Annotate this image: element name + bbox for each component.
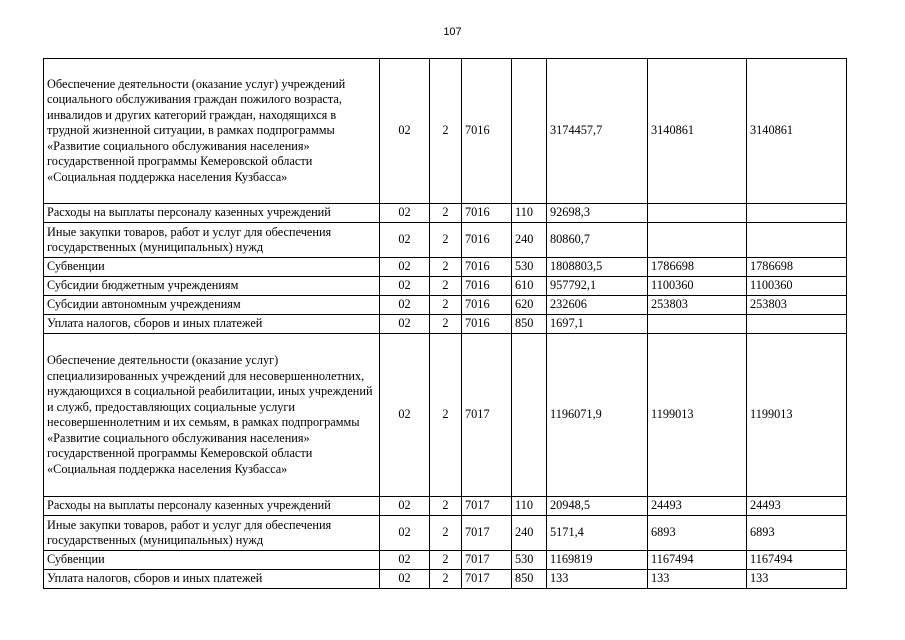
row-article-cell: 7016: [462, 223, 512, 258]
page-number: 107: [443, 26, 462, 38]
row-amount-year3-cell: 3140861: [747, 59, 847, 204]
row-section-cell: 02: [380, 497, 430, 516]
row-amount-year3-cell: 1786698: [747, 258, 847, 277]
row-amount-year1-cell: 232606: [547, 296, 648, 315]
row-section-cell: 02: [380, 516, 430, 551]
row-name-cell: Уплата налогов, сборов и иных платежей: [44, 570, 380, 589]
table-row: [44, 334, 847, 497]
table-row: [44, 223, 847, 258]
row-expense-type-cell: 240: [512, 516, 547, 551]
row-amount-year3-cell: 253803: [747, 296, 847, 315]
table-row: [44, 277, 847, 296]
row-article-cell: 7016: [462, 204, 512, 223]
row-amount-year1-cell: 3174457,7: [547, 59, 648, 204]
row-article-cell: 7017: [462, 551, 512, 570]
row-section-cell: 02: [380, 315, 430, 334]
row-expense-type-cell: 850: [512, 570, 547, 589]
row-name-cell: Субсидии бюджетным учреждениям: [44, 277, 380, 296]
row-amount-year2-cell: 1199013: [648, 334, 747, 497]
row-amount-year3-cell: 1167494: [747, 551, 847, 570]
row-article-cell: 7016: [462, 296, 512, 315]
row-article-cell: 7017: [462, 570, 512, 589]
row-section-cell: 02: [380, 551, 430, 570]
row-subsection-cell: 2: [430, 570, 462, 589]
row-amount-year3-cell: 1199013: [747, 334, 847, 497]
row-amount-year2-cell: [648, 204, 747, 223]
row-amount-year3-cell: [747, 315, 847, 334]
row-subsection-cell: 2: [430, 551, 462, 570]
row-amount-year2-cell: 1100360: [648, 277, 747, 296]
table-row: [44, 516, 847, 551]
table-row: [44, 497, 847, 516]
row-article-cell: 7016: [462, 258, 512, 277]
table-row: [44, 315, 847, 334]
row-amount-year3-cell: [747, 204, 847, 223]
row-article-cell: 7017: [462, 334, 512, 497]
row-amount-year3-cell: [747, 223, 847, 258]
row-section-cell: 02: [380, 570, 430, 589]
table-row: [44, 296, 847, 315]
table-row: [44, 551, 847, 570]
row-subsection-cell: 2: [430, 223, 462, 258]
row-article-cell: 7016: [462, 277, 512, 296]
row-name-cell: Расходы на выплаты персоналу казенных учреждений: [44, 204, 380, 223]
row-amount-year1-cell: 1169819: [547, 551, 648, 570]
row-name-cell: Субсидии автономным учреждениям: [44, 296, 380, 315]
row-amount-year2-cell: 253803: [648, 296, 747, 315]
row-amount-year2-cell: 3140861: [648, 59, 747, 204]
row-section-cell: 02: [380, 258, 430, 277]
row-amount-year1-cell: 957792,1: [547, 277, 648, 296]
row-expense-type-cell: 530: [512, 551, 547, 570]
row-amount-year1-cell: 92698,3: [547, 204, 648, 223]
row-subsection-cell: 2: [430, 334, 462, 497]
row-subsection-cell: 2: [430, 59, 462, 204]
row-section-cell: 02: [380, 59, 430, 204]
row-expense-type-cell: 110: [512, 204, 547, 223]
row-expense-type-cell: 620: [512, 296, 547, 315]
row-amount-year2-cell: [648, 315, 747, 334]
row-name-cell: Расходы на выплаты персоналу казенных учреждений: [44, 497, 380, 516]
row-subsection-cell: 2: [430, 296, 462, 315]
row-expense-type-cell: 530: [512, 258, 547, 277]
row-article-cell: 7017: [462, 497, 512, 516]
row-subsection-cell: 2: [430, 315, 462, 334]
row-expense-type-cell: 240: [512, 223, 547, 258]
row-article-cell: 7016: [462, 315, 512, 334]
table-row: [44, 204, 847, 223]
row-amount-year3-cell: 24493: [747, 497, 847, 516]
row-name-cell: Обеспечение деятельности (оказание услуг) специализированных учреждений для несовершеннолетних, нуждающихся в социальной реабилитации, иных учреждений и служб, предоставляющих социальные услуги несовершеннолетним и их семьям, в рамках подпрограммы «Развитие социального обслуживания населения» государственной программы Кемеровской области «Социальная поддержка населения Кузбасса»: [44, 334, 380, 497]
row-amount-year1-cell: 1697,1: [547, 315, 648, 334]
row-amount-year2-cell: 1167494: [648, 551, 747, 570]
row-name-cell: Иные закупки товаров, работ и услуг для обеспечения государственных (муниципальных) нужд: [44, 223, 380, 258]
table-row: [44, 59, 847, 204]
row-name-cell: Субвенции: [44, 258, 380, 277]
row-expense-type-cell: 110: [512, 497, 547, 516]
budget-table: [43, 58, 847, 589]
row-name-cell: Обеспечение деятельности (оказание услуг) учреждений социального обслуживания граждан пожилого возраста, инвалидов и других категорий граждан, находящихся в трудной жизненной ситуации, в рамках подпрограммы «Развитие социального обслуживания населения» государственной программы Кемеровской области «Социальная поддержка населения Кузбасса»: [44, 59, 380, 204]
row-subsection-cell: 2: [430, 258, 462, 277]
row-section-cell: 02: [380, 204, 430, 223]
row-expense-type-cell: 850: [512, 315, 547, 334]
row-expense-type-cell: [512, 59, 547, 204]
row-amount-year1-cell: 133: [547, 570, 648, 589]
row-amount-year3-cell: 133: [747, 570, 847, 589]
row-name-cell: Иные закупки товаров, работ и услуг для обеспечения государственных (муниципальных) нужд: [44, 516, 380, 551]
row-expense-type-cell: 610: [512, 277, 547, 296]
row-amount-year2-cell: 133: [648, 570, 747, 589]
row-amount-year1-cell: 1808803,5: [547, 258, 648, 277]
row-subsection-cell: 2: [430, 277, 462, 296]
row-amount-year2-cell: 6893: [648, 516, 747, 551]
row-article-cell: 7017: [462, 516, 512, 551]
row-amount-year2-cell: [648, 223, 747, 258]
row-name-cell: Уплата налогов, сборов и иных платежей: [44, 315, 380, 334]
table-row: [44, 570, 847, 589]
row-subsection-cell: 2: [430, 204, 462, 223]
row-subsection-cell: 2: [430, 516, 462, 551]
row-subsection-cell: 2: [430, 497, 462, 516]
table-row: [44, 258, 847, 277]
row-name-cell: Субвенции: [44, 551, 380, 570]
row-amount-year1-cell: 20948,5: [547, 497, 648, 516]
row-amount-year1-cell: 1196071,9: [547, 334, 648, 497]
row-amount-year1-cell: 5171,4: [547, 516, 648, 551]
row-amount-year2-cell: 24493: [648, 497, 747, 516]
row-section-cell: 02: [380, 334, 430, 497]
row-article-cell: 7016: [462, 59, 512, 204]
row-amount-year1-cell: 80860,7: [547, 223, 648, 258]
row-amount-year3-cell: 1100360: [747, 277, 847, 296]
row-section-cell: 02: [380, 277, 430, 296]
row-section-cell: 02: [380, 223, 430, 258]
row-section-cell: 02: [380, 296, 430, 315]
row-amount-year2-cell: 1786698: [648, 258, 747, 277]
row-expense-type-cell: [512, 334, 547, 497]
row-amount-year3-cell: 6893: [747, 516, 847, 551]
